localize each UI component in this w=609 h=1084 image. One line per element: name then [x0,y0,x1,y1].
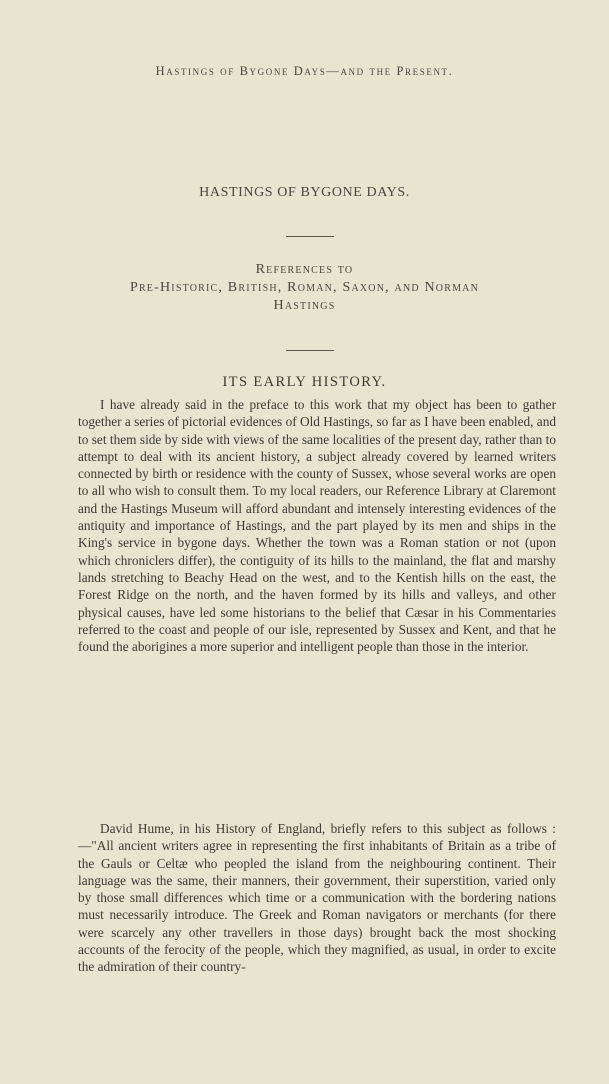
ornamental-rule [286,350,334,351]
references-line-1: References to [255,262,354,277]
paragraph-2 [78,820,556,976]
running-head: Hastings of Bygone Days—and the Present. [155,64,454,78]
paragraph-text: David Hume, in his History of England, briefly refers to this subject as follows :—"All ancient writers agree in representing the first inhabitants of Britain as a tribe of the Gauls or Celtæ who peopled the island from the neighbouring continent. Their language was the same, their manners, their government, their superstition, varied only by those small differences which time or a communication with the bordering nations must necessarily introduce. The Greek and Roman navigators or merchants (for there were scarcely any other travellers in those days) brought back the most shocking accounts of the ferocity of the people, which they magnified, as usual, in order to excite the admiration of their country- [78,821,556,975]
ornamental-rule [286,236,334,237]
paragraph-1 [78,396,556,655]
paragraph-text: I have already said in the preface to this work that my object has been to gather together a series of pictorial evidences of Old Hastings, so far as I have been enabled, and to set them side by side with views of the same localities of the present day, rather than to attempt to deal with its ancient history, a subject already covered by learned writers connected by birth or residence with the county of Sussex, whose several works are open to all who wish to consult them. To my local readers, our Reference Library at Claremont and the Hastings Museum will afford abundant and intensely interesting evidences of the antiquity and importance of Hastings, and the part played by its men and ships in the King's service in bygone days. Whether the town was a Roman station or not (upon which chroniclers differ), the contiguity of its hills to the mainland, the flat and marshy lands stretching to Beachy Head on the west, and to the Kentish hills on the east, the Forest Ridge on the north, and the haven formed by its hills and valleys, and other physical causes, have led some historians to the belief that Cæsar in his Commentaries referred to the coast and people of our isle, represented by Sussex and Kent, and that he found the aborigines a more superior and intelligent people than those in the interior. [78,397,556,655]
references-line-2: Pre-Historic, British, Roman, Saxon, and Norman [129,280,480,295]
references-line-3: Hastings [273,298,336,313]
section-heading: ITS EARLY HISTORY. [222,374,387,390]
chapter-title: HASTINGS OF BYGONE DAYS. [199,185,410,200]
references-block [0,261,609,315]
